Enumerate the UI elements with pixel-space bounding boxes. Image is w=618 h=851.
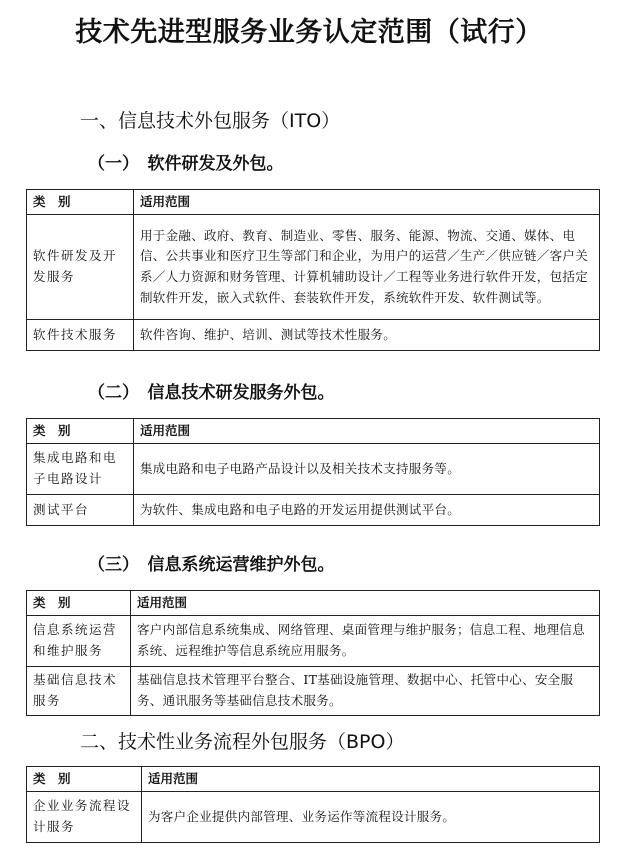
table-row	[27, 667, 600, 716]
it-rd-scope-table	[26, 418, 600, 526]
row-category: 测试平台	[27, 495, 134, 526]
row-scope: 基础信息技术管理平台整合、IT基础设施管理、数据中心、托管中心、安全服务、通讯服务等基础信息技术服务。	[131, 667, 600, 716]
section-heading-ito: 一、信息技术外包服务（ITO）	[80, 110, 341, 132]
row-category: 软件研发及开发服务	[27, 215, 134, 320]
header-scope: 适用范围	[131, 591, 600, 616]
subsection-heading-it-rd: （二） 信息技术研发服务外包。	[88, 383, 335, 403]
software-scope-table	[26, 189, 600, 351]
table-header-row	[27, 591, 600, 616]
header-category: 类 别	[27, 767, 142, 792]
row-category: 信息系统运营和维护服务	[27, 616, 131, 667]
header-scope: 适用范围	[134, 190, 600, 215]
subsection-heading-software: （一） 软件研发及外包。	[88, 154, 284, 174]
table-row	[27, 215, 600, 320]
row-category: 软件技术服务	[27, 320, 134, 351]
row-scope: 集成电路和电子电路产品设计以及相关技术支持服务等。	[134, 444, 600, 495]
row-category: 集成电路和电子电路设计	[27, 444, 134, 495]
table-row	[27, 444, 600, 495]
row-scope: 为软件、集成电路和电子电路的开发运用提供测试平台。	[134, 495, 600, 526]
row-scope: 用于金融、政府、教育、制造业、零售、服务、能源、物流、交通、媒体、电信、公共事业和医疗卫生等部门和企业，为用户的运营／生产／供应链／客户关系／人力资源和财务管理、计算机辅助设计／工程等业务进行软件开发，包括定制软件开发，嵌入式软件、套装软件开发，系统软件开发、软件测试等。	[134, 215, 600, 320]
table-header-row	[27, 419, 600, 444]
header-category: 类 别	[27, 190, 134, 215]
table-row	[27, 792, 600, 843]
header-scope: 适用范围	[142, 767, 600, 792]
header-scope: 适用范围	[134, 419, 600, 444]
row-category: 企业业务流程设计服务	[27, 792, 142, 843]
header-category: 类 别	[27, 591, 131, 616]
table-row	[27, 320, 600, 351]
table-header-row	[27, 767, 600, 792]
header-category: 类 别	[27, 419, 134, 444]
row-category: 基础信息技术服务	[27, 667, 131, 716]
table-header-row	[27, 190, 600, 215]
row-scope: 客户内部信息系统集成、网络管理、桌面管理与维护服务；信息工程、地理信息系统、远程维护等信息系统应用服务。	[131, 616, 600, 667]
row-scope: 为客户企业提供内部管理、业务运作等流程设计服务。	[142, 792, 600, 843]
is-operation-scope-table	[26, 590, 600, 716]
row-scope: 软件咨询、维护、培训、测试等技术性服务。	[134, 320, 600, 351]
document-title: 技术先进型服务业务认定范围（试行）	[75, 17, 543, 48]
bpo-scope-table	[26, 766, 600, 843]
subsection-heading-is-operation: （三） 信息系统运营维护外包。	[88, 555, 335, 575]
section-heading-bpo: 二、技术性业务流程外包服务（BPO）	[80, 731, 405, 753]
table-row	[27, 495, 600, 526]
table-row	[27, 616, 600, 667]
